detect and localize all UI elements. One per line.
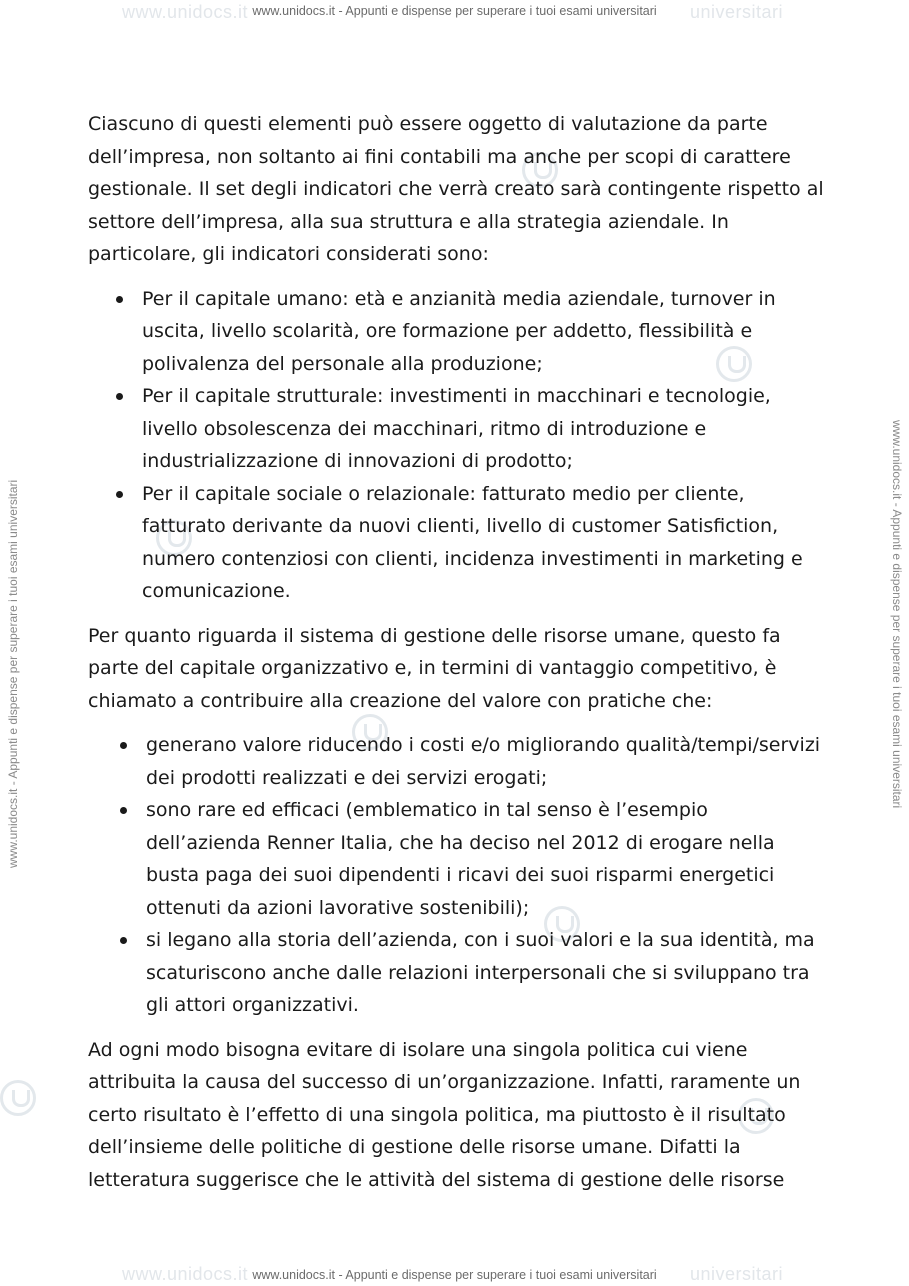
unidocs-logo-icon	[0, 1080, 36, 1116]
watermark-side-left: www.unidocs.it - Appunti e dispense per superare i tuoi esami universitari	[6, 479, 20, 868]
watermark-footer: www.unidocs.it - Appunti e dispense per superare i tuoi esami universitari	[252, 1268, 657, 1282]
list-item: sono rare ed efficaci (emblematico in tal senso è l’esempio dell’azienda Renner Italia, che ha deciso nel 2012 di erogare nella busta paga dei suoi dipendenti i ricavi dei suoi risparmi energetici ottenuti da azioni lavorative sostenibili);	[146, 794, 828, 924]
list-item: generano valore riducendo i costi e/o migliorando qualità/tempi/servizi dei prodotti realizzati e dei servizi erogati;	[146, 729, 828, 794]
list-item: Per il capitale strutturale: investimenti in macchinari e tecnologie, livello obsolescenza dei macchinari, ritmo di introduzione e industrializzazione di innovazioni di prodotto;	[142, 380, 828, 478]
watermark-ghost-bottom-right: universitari	[690, 1264, 784, 1284]
document-body	[88, 108, 828, 1196]
list-item: Per il capitale sociale o relazionale: fatturato medio per cliente, fatturato derivante da nuovi clienti, livello di customer Satisfiction, numero contenziosi con clienti, incidenza investimenti in marketing e comunicazione.	[142, 478, 828, 608]
paragraph-indicators-intro: Ciascuno di questi elementi può essere oggetto di valutazione da parte dell’impresa, non soltanto ai fini contabili ma anche per scopi di carattere gestionale. Il set degli indicatori che verrà creato sarà contingente rispetto al settore dell’impresa, alla sua struttura e alla strategia aziendale. In particolare, gli indicatori considerati sono:	[88, 113, 824, 265]
list-item: Per il capitale umano: età e anzianità media aziendale, turnover in uscita, livello scolarità, ore formazione per addetto, flessibilità e polivalenza del personale alla produzione;	[142, 283, 828, 381]
watermark-ghost-bottom: www.unidocs.it	[122, 1264, 249, 1284]
watermark-header: www.unidocs.it - Appunti e dispense per superare i tuoi esami universitari	[252, 4, 657, 18]
practices-list	[88, 729, 828, 1022]
watermark-ghost-top: www.unidocs.it	[122, 2, 249, 22]
watermark-side-right: www.unidocs.it - Appunti e dispense per superare i tuoi esami universitari	[890, 420, 904, 809]
paragraph-hr-system: Per quanto riguarda il sistema di gestione delle risorse umane, questo fa parte del capitale organizzativo e, in termini di vantaggio competitivo, è chiamato a contribuire alla creazione del valore con pratiche che:	[88, 624, 781, 712]
paragraph-policies: Ad ogni modo bisogna evitare di isolare una singola politica cui viene attribuita la causa del successo di un’organizzazione. Infatti, raramente un certo risultato è l’effetto di una singola politica, ma piuttosto è il risultato dell’insieme delle politiche di gestione delle risorse umane. Difatti la letteratura suggerisce che le attività del sistema di gestione delle risorse	[88, 1038, 801, 1191]
watermark-ghost-top-right: universitari	[690, 2, 784, 22]
indicators-list	[88, 283, 828, 608]
list-item: si legano alla storia dell’azienda, con i suoi valori e la sua identità, ma scaturiscono anche dalle relazioni interpersonali che si sviluppano tra gli attori organizzativi.	[146, 924, 828, 1022]
